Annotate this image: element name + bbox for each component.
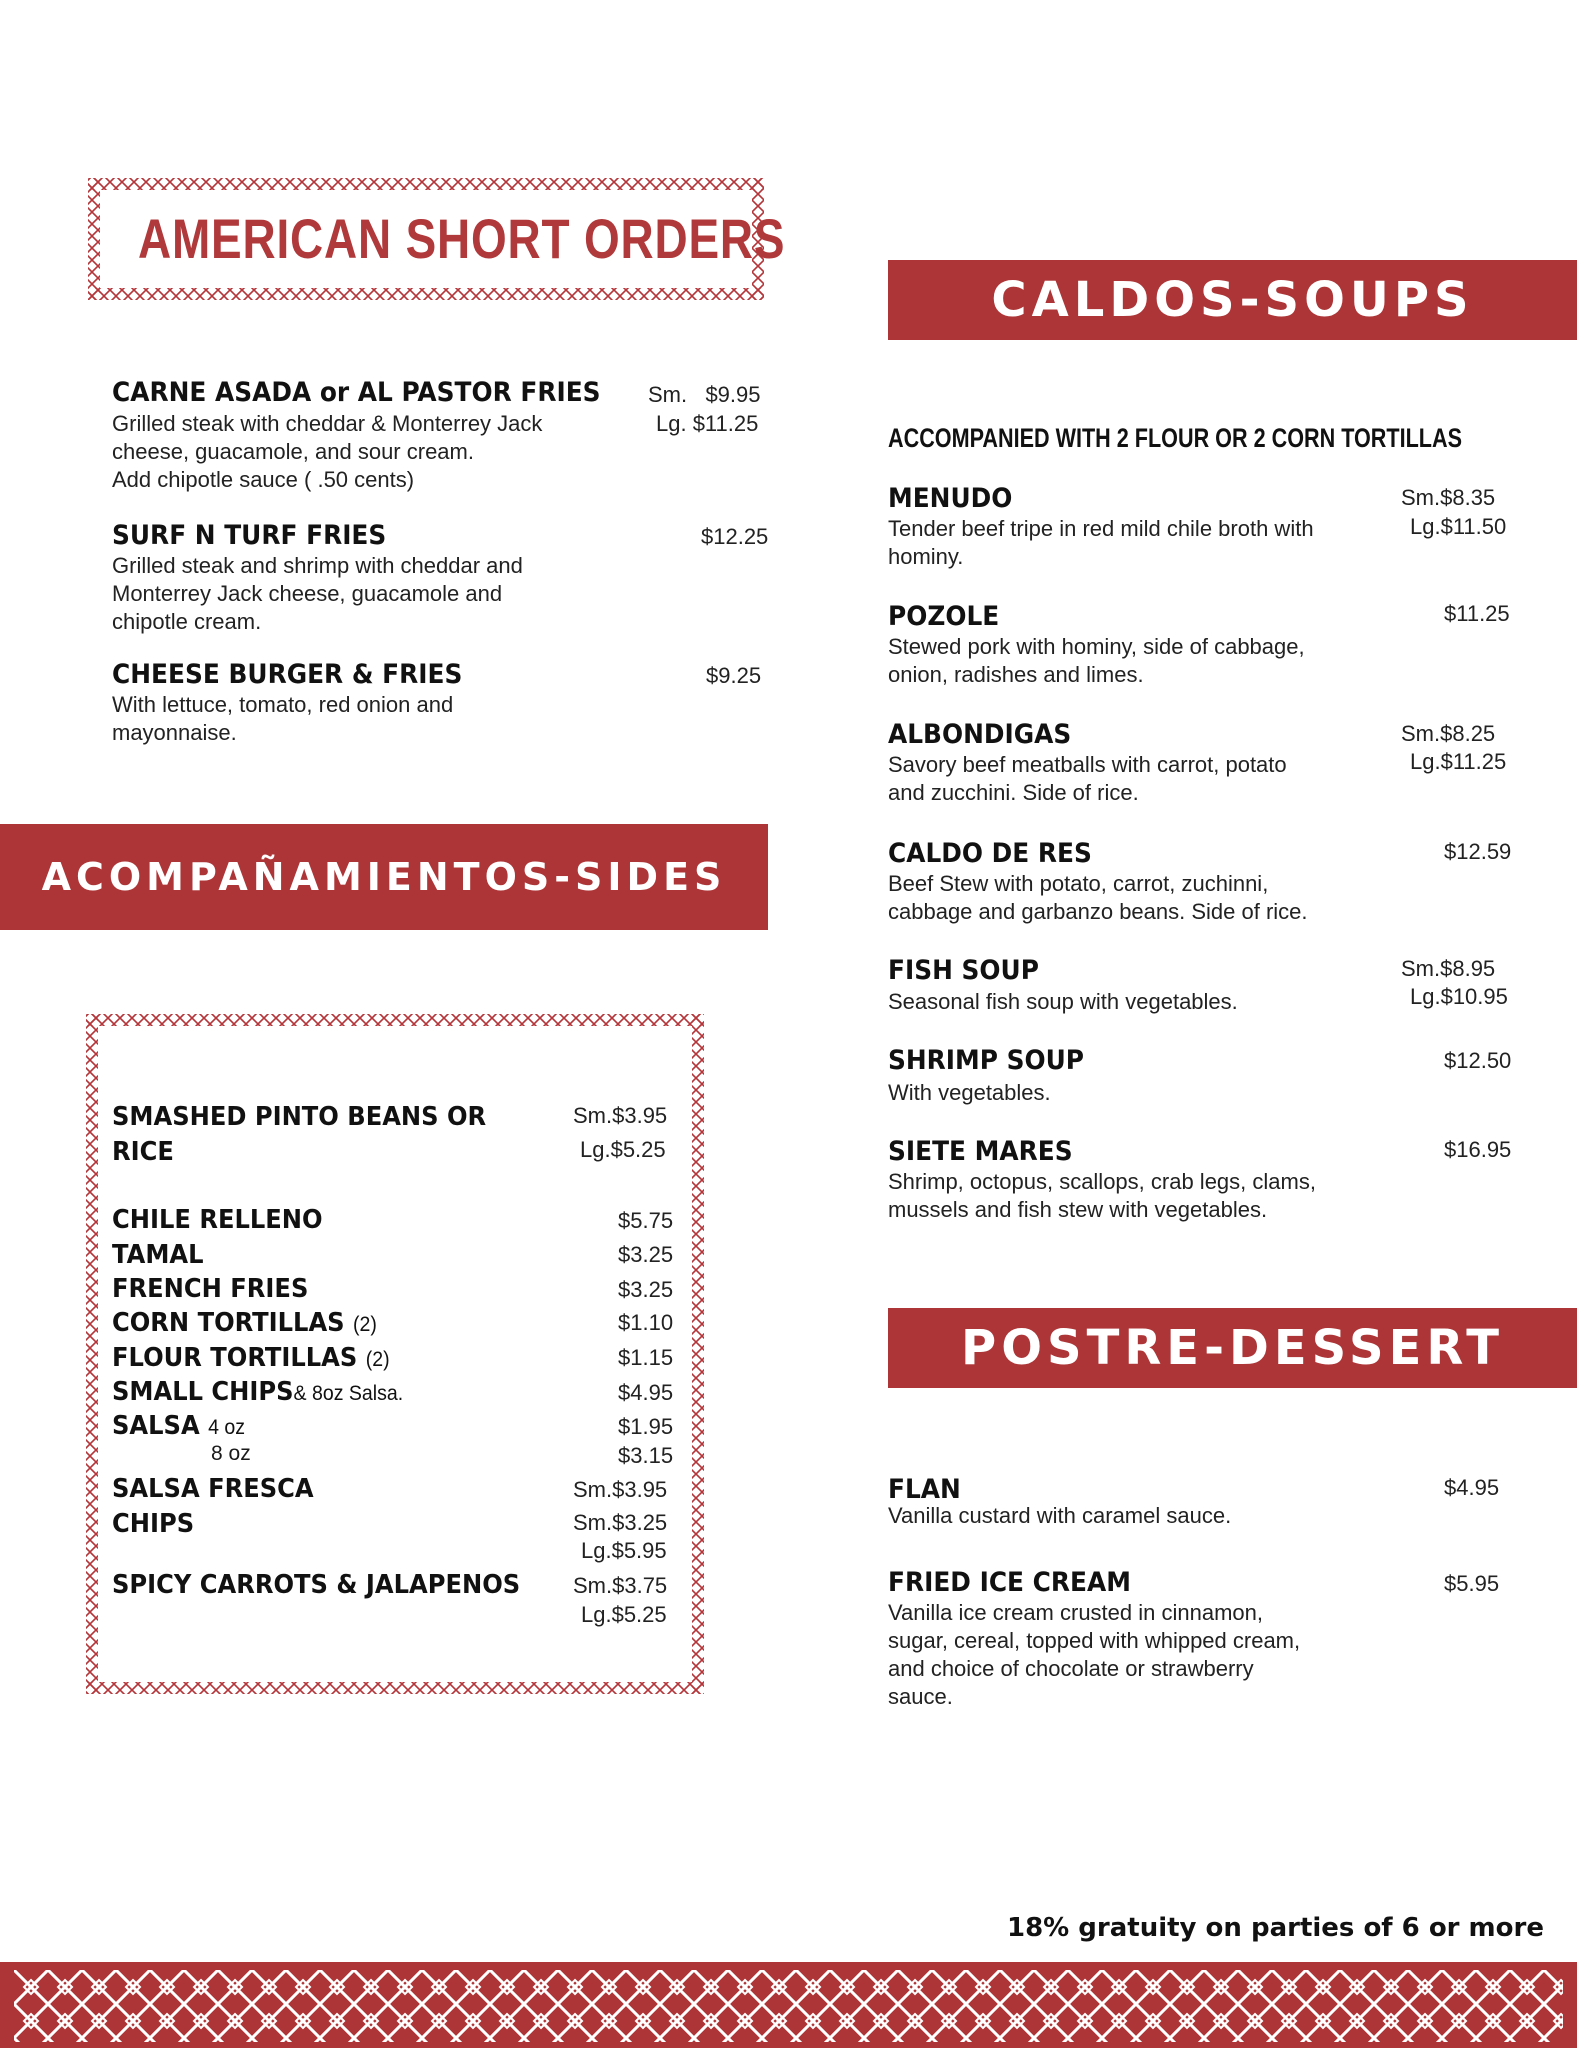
side-item-price: $3.15 <box>618 1443 674 1468</box>
side-item-note: (2) <box>365 1348 390 1371</box>
side-item-name: SMASHED PINTO BEANS OR <box>112 1102 487 1132</box>
desc-line: Tender beef tripe in red mild chile broth with <box>888 516 1314 541</box>
soup-item-desc <box>888 1168 1316 1224</box>
desc-line: Grilled steak and shrimp with cheddar and <box>112 553 523 578</box>
soups-subhead: ACCOMPANIED WITH 2 FLOUR OR 2 CORN TORTILLAS <box>888 423 1462 453</box>
soup-item-desc <box>888 988 1238 1016</box>
american-item-desc <box>112 691 453 747</box>
soup-item-desc <box>888 633 1305 689</box>
american-item-name: SURF N TURF FRIES <box>112 520 387 551</box>
american-item-desc <box>112 410 542 494</box>
side-item-label: SALSA <box>112 1411 200 1441</box>
desc-line: and zucchini. Side of rice. <box>888 780 1139 805</box>
soup-item-name: MENUDO <box>888 483 1013 514</box>
side-item-price: $1.95 <box>618 1414 674 1439</box>
side-item-name: CHILE RELLENO <box>112 1205 323 1235</box>
soup-item-desc <box>888 751 1287 807</box>
desc-line: cheese, guacamole, and sour cream. <box>112 439 474 464</box>
side-item-name <box>112 1411 245 1441</box>
desc-line: Seasonal fish soup with vegetables. <box>888 989 1238 1014</box>
soup-item-price-large: Lg.$11.25 <box>1410 749 1507 774</box>
american-item-price-large: Lg. $11.25 <box>656 411 759 436</box>
sides-banner: ACOMPAÑAMIENTOS-SIDES <box>0 824 768 930</box>
desc-line: Grilled steak with cheddar & Monterrey Jack <box>112 411 543 436</box>
dessert-item-name: FRIED ICE CREAM <box>888 1567 1131 1598</box>
desc-line: Shrimp, octopus, scallops, crab legs, clams, <box>888 1169 1316 1194</box>
dessert-banner: POSTRE-DESSERT <box>888 1308 1577 1388</box>
soup-item-name: SIETE MARES <box>888 1136 1073 1167</box>
side-item-name: CHIPS <box>112 1509 195 1539</box>
side-item-label: CORN TORTILLAS <box>112 1308 345 1338</box>
desc-line: Add chipotle sauce ( .50 cents) <box>112 467 415 492</box>
soup-item-price: Sm.$8.95 <box>1401 956 1496 981</box>
side-item-note: & 8oz Salsa. <box>293 1382 404 1405</box>
lattice-pattern-icon <box>0 1962 1577 2048</box>
dessert-item-desc <box>888 1502 1231 1530</box>
desc-line: With lettuce, tomato, red onion and <box>112 692 454 717</box>
side-item-name <box>112 1377 403 1407</box>
desc-line: sugar, cereal, topped with whipped cream, <box>888 1628 1301 1653</box>
side-item-price: Lg.$5.95 <box>581 1538 667 1563</box>
desc-line: cabbage and garbanzo beans. Side of rice. <box>888 899 1308 924</box>
side-item-price: $1.10 <box>618 1310 674 1335</box>
side-item-price: $1.15 <box>618 1345 674 1370</box>
desc-line: sauce. <box>888 1684 953 1709</box>
dessert-item-price: $4.95 <box>1444 1475 1500 1500</box>
desc-line: Monterrey Jack cheese, guacamole and <box>112 581 503 606</box>
side-item-price: Lg.$5.25 <box>580 1137 666 1162</box>
soup-item-desc <box>888 1079 1051 1107</box>
american-item-price: $9.25 <box>706 663 762 688</box>
desc-line: mayonnaise. <box>112 720 237 745</box>
soup-item-price-large: Lg.$10.95 <box>1410 984 1508 1009</box>
side-item-price: Lg.$5.25 <box>581 1602 667 1627</box>
desc-line: With vegetables. <box>888 1080 1051 1105</box>
soup-item-desc <box>888 870 1308 926</box>
soups-banner: CALDOS-SOUPS <box>888 260 1577 340</box>
soup-item-name: FISH SOUP <box>888 955 1039 986</box>
desc-line: Vanilla custard with caramel sauce. <box>888 1503 1232 1528</box>
side-item-price: Sm.$3.95 <box>573 1477 668 1502</box>
side-item-name: SALSA FRESCA <box>112 1474 314 1504</box>
desc-line: mussels and fish stew with vegetables. <box>888 1197 1268 1222</box>
side-item-name: TAMAL <box>112 1240 204 1270</box>
dessert-item-desc <box>888 1599 1300 1711</box>
side-item-name: FRENCH FRIES <box>112 1274 309 1304</box>
soup-item-price: $11.25 <box>1444 601 1510 626</box>
desc-line: Stewed pork with hominy, side of cabbage, <box>888 634 1305 659</box>
desc-line: chipotle cream. <box>112 609 262 634</box>
american-item-name: CHEESE BURGER & FRIES <box>112 659 463 690</box>
american-item-desc <box>112 552 523 636</box>
side-item-note: (2) <box>353 1313 377 1336</box>
side-item-label: SMALL CHIPS <box>112 1377 294 1407</box>
soup-item-price: Sm.$8.35 <box>1401 485 1496 510</box>
side-item-name: RICE <box>112 1137 174 1167</box>
desc-line: Beef Stew with potato, carrot, zuchinni, <box>888 871 1269 896</box>
side-item-note: 4 oz <box>208 1416 246 1439</box>
side-item-price: Sm.$3.75 <box>573 1573 668 1598</box>
desc-line: and choice of chocolate or strawberry <box>888 1656 1254 1681</box>
gratuity-note: 18% gratuity on parties of 6 or more <box>1007 1913 1544 1943</box>
desc-line: hominy. <box>888 544 964 569</box>
soup-item-name: CALDO DE RES <box>888 838 1092 869</box>
side-item-price: $4.95 <box>618 1380 674 1405</box>
side-item-label: FLOUR TORTILLAS <box>112 1343 358 1373</box>
desc-line: onion, radishes and limes. <box>888 662 1144 687</box>
side-item-name <box>112 1343 390 1373</box>
side-item-price: $5.75 <box>618 1208 674 1233</box>
dessert-item-name: FLAN <box>888 1474 961 1505</box>
american-item-name: CARNE ASADA or AL PASTOR FRIES <box>112 377 601 408</box>
soup-item-price: $12.59 <box>1444 839 1512 864</box>
side-item-price: Sm.$3.25 <box>573 1510 668 1535</box>
soup-item-name: SHRIMP SOUP <box>888 1045 1085 1076</box>
desc-line: Savory beef meatballs with carrot, potato <box>888 752 1287 777</box>
side-item-price: $3.25 <box>618 1242 674 1267</box>
side-item-price: $3.25 <box>618 1277 674 1302</box>
american-item-price: Sm. $9.95 <box>648 382 761 407</box>
soup-item-price: $12.50 <box>1444 1048 1512 1073</box>
desc-line: Vanilla ice cream crusted in cinnamon, <box>888 1600 1263 1625</box>
soup-item-desc <box>888 515 1314 571</box>
side-item-name: SPICY CARROTS & JALAPENOS <box>112 1570 521 1600</box>
american-item-price: $12.25 <box>701 524 769 549</box>
soup-item-name: POZOLE <box>888 601 1000 632</box>
soup-item-name: ALBONDIGAS <box>888 719 1072 750</box>
soup-item-price: Sm.$8.25 <box>1401 721 1496 746</box>
side-item-price: Sm.$3.95 <box>573 1103 668 1128</box>
soup-item-price-large: Lg.$11.50 <box>1410 514 1507 539</box>
soup-item-price: $16.95 <box>1444 1137 1512 1162</box>
side-item-name <box>112 1308 377 1338</box>
side-item-note: 8 oz <box>211 1442 251 1465</box>
footer-pattern-band <box>0 1962 1577 2048</box>
dessert-item-price: $5.95 <box>1444 1571 1500 1596</box>
american-title: AMERICAN SHORT ORDERS <box>138 207 786 270</box>
